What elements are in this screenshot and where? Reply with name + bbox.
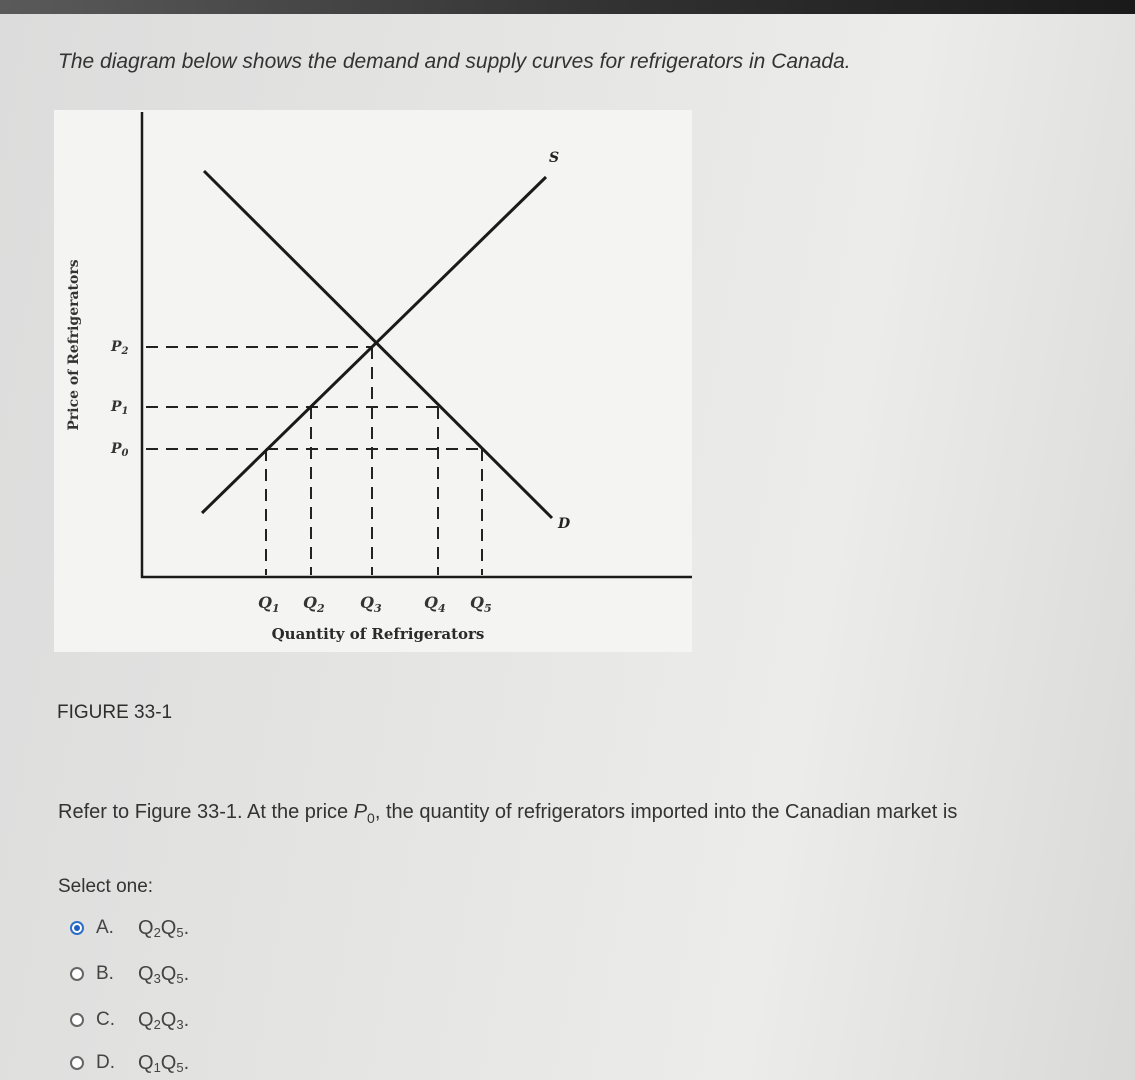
intro-text: The diagram below shows the demand and supply curves for refrigerators in Canada. (58, 50, 851, 73)
option-a-letter: A. (96, 917, 114, 938)
question-text (58, 801, 957, 826)
option-c-radio[interactable] (70, 1013, 84, 1027)
p2-label: $P_2$ (111, 339, 129, 357)
window-top-bar (0, 0, 1135, 14)
q3-label: $Q_3$ (360, 593, 382, 615)
supply-demand-diagram (54, 110, 692, 652)
x-axis-label: Quantity of Refrigerators (271, 625, 485, 643)
option-a-radio[interactable] (70, 921, 84, 935)
option-b-text: $Q_3Q_5$. (138, 962, 190, 986)
option-c-letter: C. (96, 1009, 115, 1030)
option-b-letter: B. (96, 963, 114, 984)
figure-caption: FIGURE 33-1 (57, 702, 173, 723)
p1-label: $P_1$ (111, 399, 129, 417)
q5-label: $Q_5$ (470, 593, 492, 615)
q1-label: $Q_1$ (258, 593, 280, 615)
demand-label: D (558, 516, 571, 532)
y-axis-label: Price of Refrigerators (66, 259, 82, 431)
question-suffix: , the quantity of refrigerators imported into the Canadian market is (374, 801, 958, 823)
option-c[interactable] (70, 1005, 189, 1035)
option-c-text: $Q_2Q_3$. (138, 1008, 190, 1032)
option-a-text: $Q_2Q_5$. (138, 916, 190, 940)
option-b[interactable] (70, 959, 189, 989)
option-d-text: $Q_1Q_5$. (138, 1051, 190, 1075)
option-d-radio[interactable] (70, 1056, 84, 1070)
p0-label: $P_0$ (111, 441, 129, 459)
q4-label: $Q_4$ (424, 593, 446, 615)
option-a[interactable] (70, 913, 189, 943)
question-price-var: P (353, 801, 368, 823)
option-d-letter: D. (96, 1052, 115, 1073)
select-one-label: Select one: (58, 876, 154, 897)
figure-33-1 (54, 110, 692, 652)
question-prefix: Refer to Figure 33-1. At the price (58, 801, 354, 823)
supply-label: S (549, 150, 560, 166)
option-b-radio[interactable] (70, 967, 84, 981)
q2-label: $Q_2$ (303, 593, 325, 615)
option-d[interactable] (70, 1048, 189, 1078)
question-price-sub: 0 (367, 810, 375, 826)
